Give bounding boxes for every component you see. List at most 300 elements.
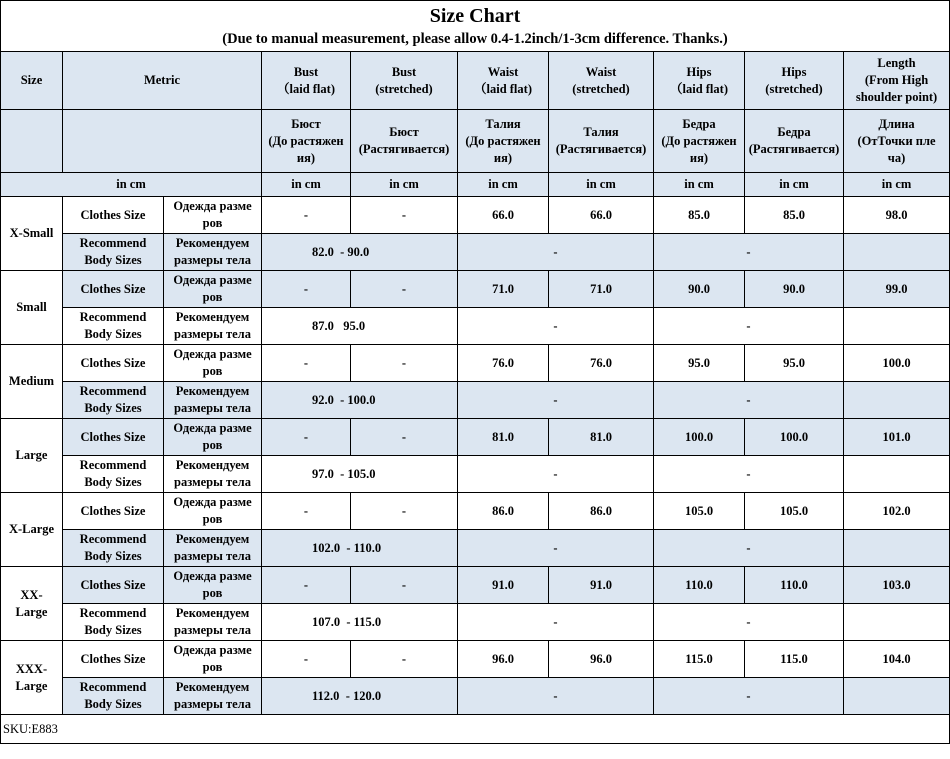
size-name-cell — [1, 493, 63, 567]
recommend-bust-range — [262, 308, 458, 345]
waist-flat-value-text: 71.0 — [492, 281, 514, 296]
dash: - — [401, 651, 407, 666]
unit-cell-metric — [1, 173, 262, 197]
bust-flat-value — [262, 567, 351, 604]
bust-stretched-value — [351, 197, 458, 234]
clothes-ru-line2: ров — [202, 364, 223, 378]
unit-cell — [458, 173, 549, 197]
unit-label: in cm — [488, 177, 518, 191]
dash: - — [746, 540, 751, 555]
ru-hips-flat-line2: (До растяжен — [661, 133, 737, 148]
dash: - — [746, 614, 751, 629]
size-name-cell — [1, 271, 63, 345]
bust-flat-value — [262, 641, 351, 678]
dash: - — [746, 244, 751, 259]
header-length-line1: Length — [877, 56, 916, 70]
dash: - — [303, 207, 309, 222]
hips-flat-value-text: 90.0 — [688, 281, 710, 296]
dash: - — [303, 577, 309, 592]
sku-label: SKU:E883 — [3, 721, 58, 736]
page-title: Size Chart — [429, 5, 521, 27]
waist-stretched-value-text: 91.0 — [590, 577, 612, 592]
clothes-ru-line1: Одежда разме — [173, 569, 252, 583]
clothes-size-text: Clothes Size — [80, 429, 146, 444]
length-value — [844, 493, 950, 530]
hips-stretched-value-text: 95.0 — [783, 355, 805, 370]
table-row — [1, 604, 950, 641]
hips-flat-value-text: 110.0 — [685, 577, 713, 592]
waist-stretched-value-text: 66.0 — [590, 207, 612, 222]
range-to: 105.0 — [347, 466, 376, 481]
range-wrap — [262, 392, 376, 409]
clothes-size-text: Clothes Size — [80, 355, 146, 370]
recommend-ru-line1: Рекомендуем — [175, 606, 250, 620]
range-from: 107.0 — [312, 614, 341, 629]
header-bust-flat-line2: （laid flat) — [277, 81, 335, 96]
recommend-hips — [654, 456, 844, 493]
header-size-label: Size — [20, 73, 43, 87]
recommend-bust-range — [262, 234, 458, 271]
recommend-bust-range — [262, 456, 458, 493]
ru-hips-str-line2: (Растягивается) — [748, 142, 840, 156]
recommend-label-en — [63, 604, 164, 641]
hips-flat-value — [654, 271, 745, 308]
recommend-line1: Recommend — [79, 532, 147, 546]
recommend-bust-range — [262, 530, 458, 567]
recommend-label-ru — [164, 308, 262, 345]
dash: - — [553, 244, 558, 259]
header-waist-flat-line1: Waist — [487, 64, 519, 79]
recommend-line1: Recommend — [79, 606, 147, 620]
clothes-ru-line1: Одежда разме — [173, 495, 252, 509]
header-hips-flat — [654, 52, 745, 110]
recommend-length — [844, 530, 950, 567]
header-length-line2: (From High — [864, 73, 929, 87]
hips-stretched-value-text: 100.0 — [779, 429, 809, 444]
ru-header-bust-stretched — [351, 110, 458, 173]
clothes-size-text: Clothes Size — [80, 651, 146, 666]
recommend-label-en — [63, 308, 164, 345]
dash: - — [553, 318, 558, 333]
bust-flat-value — [262, 197, 351, 234]
recommend-length — [844, 678, 950, 715]
ru-header-empty-metric — [63, 110, 262, 173]
clothes-ru-line2: ров — [202, 512, 223, 526]
waist-stretched-value-text: 96.0 — [590, 651, 612, 666]
dash: - — [303, 429, 309, 444]
ru-hips-str-line1: Бедра — [777, 125, 811, 139]
ru-header-bust-flat — [262, 110, 351, 173]
recommend-label-ru — [164, 456, 262, 493]
range-to: 120.0 — [352, 688, 382, 703]
clothes-size-label-en — [63, 641, 164, 678]
recommend-ru-line2: размеры тела — [174, 697, 251, 711]
recommend-label-ru — [164, 234, 262, 271]
waist-flat-value — [458, 567, 549, 604]
ru-header-hips-stretched — [745, 110, 844, 173]
header-hips-str-line1: Hips — [781, 64, 807, 79]
ru-bust-flat-line2: (До растяжен — [268, 133, 344, 148]
dash: - — [553, 466, 558, 481]
size-name-cell — [1, 419, 63, 493]
table-row — [1, 530, 950, 567]
recommend-ru-line1: Рекомендуем — [175, 458, 250, 472]
recommend-hips — [654, 604, 844, 641]
hips-stretched-value-text: 90.0 — [783, 281, 805, 296]
waist-stretched-value-text: 76.0 — [590, 355, 612, 370]
clothes-size-label-en — [63, 419, 164, 456]
size-name: Large — [15, 448, 48, 462]
hips-flat-value-text: 115.0 — [685, 651, 713, 666]
recommend-label-ru — [164, 604, 262, 641]
recommend-line1: Recommend — [79, 458, 147, 472]
header-hips-flat-line1: Hips — [686, 64, 712, 79]
hips-stretched-value-text: 85.0 — [783, 207, 805, 222]
range-from: 112.0 — [312, 688, 340, 703]
header-bust-flat-line1: Bust — [293, 64, 319, 79]
page-subtitle: (Due to manual measurement, please allow 0.4-1.2inch/1-3cm difference. Thanks.) — [222, 31, 728, 47]
size-name-cell — [1, 197, 63, 271]
length-value-text: 101.0 — [882, 429, 911, 444]
hips-flat-value — [654, 197, 745, 234]
clothes-ru-line1: Одежда разме — [173, 421, 252, 435]
size-name-line2: Large — [15, 604, 48, 619]
clothes-size-text: Clothes Size — [80, 577, 146, 592]
bust-flat-value — [262, 419, 351, 456]
recommend-line2: Body Sizes — [84, 253, 142, 267]
recommend-waist — [458, 604, 654, 641]
clothes-size-label-ru — [164, 345, 262, 382]
hips-flat-value — [654, 419, 745, 456]
waist-stretched-value — [549, 641, 654, 678]
length-value-text: 99.0 — [885, 281, 908, 296]
clothes-size-text: Clothes Size — [80, 281, 146, 296]
size-name-cell — [1, 641, 63, 715]
unit-label: in cm — [389, 177, 419, 191]
unit-label: in cm — [779, 177, 809, 191]
dash: - — [401, 355, 407, 370]
range-separator: - — [340, 392, 345, 407]
ru-waist-flat-line2: (До растяжен — [465, 133, 541, 148]
hips-stretched-value — [745, 271, 844, 308]
recommend-ru-line1: Рекомендуем — [175, 680, 250, 694]
recommend-line2: Body Sizes — [84, 697, 142, 711]
recommend-ru-line2: размеры тела — [174, 549, 251, 563]
range-from: 102.0 — [312, 540, 341, 555]
size-name: X-Large — [8, 522, 55, 536]
dash: - — [746, 688, 751, 703]
recommend-label-en — [63, 234, 164, 271]
dash: - — [553, 392, 558, 407]
range-to: 90.0 — [347, 244, 370, 259]
ru-length-line3: ча) — [887, 150, 906, 165]
waist-flat-value-text: 96.0 — [492, 651, 514, 666]
dash: - — [401, 207, 407, 222]
clothes-size-label-en — [63, 493, 164, 530]
ru-length-line2: (ОтТочки пле — [857, 133, 936, 148]
recommend-hips — [654, 234, 844, 271]
recommend-bust-range — [262, 382, 458, 419]
table-row — [1, 197, 950, 234]
waist-stretched-value-text: 86.0 — [590, 503, 612, 518]
hips-flat-value — [654, 641, 745, 678]
dash: - — [746, 392, 751, 407]
unit-cell — [745, 173, 844, 197]
recommend-hips — [654, 530, 844, 567]
range-separator: - — [340, 466, 345, 481]
recommend-label-ru — [164, 678, 262, 715]
size-name: Small — [16, 300, 47, 314]
dash: - — [303, 281, 309, 296]
bust-flat-value — [262, 271, 351, 308]
dash: - — [553, 540, 558, 555]
clothes-size-label-ru — [164, 197, 262, 234]
unit-cell — [549, 173, 654, 197]
ru-waist-flat-line3: ия) — [493, 150, 513, 165]
length-value-text: 98.0 — [885, 207, 908, 222]
clothes-size-label-en — [63, 345, 164, 382]
bust-stretched-value — [351, 493, 458, 530]
unit-cell — [654, 173, 745, 197]
recommend-label-en — [63, 530, 164, 567]
unit-label: in cm — [586, 177, 616, 191]
clothes-size-label-ru — [164, 567, 262, 604]
clothes-ru-line1: Одежда разме — [173, 347, 252, 361]
recommend-line2: Body Sizes — [84, 475, 142, 489]
table-row — [1, 345, 950, 382]
recommend-label-ru — [164, 382, 262, 419]
waist-flat-value-text: 66.0 — [492, 207, 514, 222]
size-name: XX- — [20, 587, 43, 602]
ru-bust-str-line2: (Растягивается) — [358, 142, 450, 156]
dash: - — [401, 503, 407, 518]
table-row — [1, 456, 950, 493]
recommend-ru-line1: Рекомендуем — [175, 310, 250, 324]
header-hips-stretched — [745, 52, 844, 110]
range-to: 100.0 — [347, 392, 376, 407]
header-length — [844, 52, 950, 110]
hips-flat-value-text: 95.0 — [688, 355, 710, 370]
waist-flat-value-text: 76.0 — [492, 355, 514, 370]
waist-stretched-value — [549, 419, 654, 456]
waist-flat-value-text: 86.0 — [492, 503, 514, 518]
header-waist-flat — [458, 52, 549, 110]
recommend-ru-line2: размеры тела — [174, 253, 251, 267]
length-value-text: 104.0 — [882, 651, 911, 666]
size-name: XXX- — [15, 661, 48, 676]
recommend-waist — [458, 382, 654, 419]
recommend-ru-line1: Рекомендуем — [175, 532, 250, 546]
recommend-ru-line2: размеры тела — [174, 401, 251, 415]
range-wrap — [262, 466, 376, 483]
dash: - — [303, 355, 309, 370]
recommend-waist — [458, 234, 654, 271]
range-from: 82.0 — [312, 244, 334, 259]
unit-label: in cm — [291, 177, 321, 191]
hips-flat-value — [654, 567, 745, 604]
recommend-ru-line1: Рекомендуем — [175, 384, 250, 398]
header-metric — [63, 52, 262, 110]
range-separator: - — [340, 244, 345, 259]
header-size — [1, 52, 63, 110]
ru-header-hips-flat — [654, 110, 745, 173]
clothes-ru-line2: ров — [202, 660, 223, 674]
table-row — [1, 419, 950, 456]
recommend-length — [844, 456, 950, 493]
ru-header-waist-flat — [458, 110, 549, 173]
unit-cell — [844, 173, 950, 197]
table-row — [1, 308, 950, 345]
recommend-ru-line2: размеры тела — [174, 623, 251, 637]
clothes-size-label-ru — [164, 271, 262, 308]
table-row — [1, 382, 950, 419]
recommend-bust-range — [262, 604, 458, 641]
header-waist-stretched — [549, 52, 654, 110]
bust-stretched-value — [351, 567, 458, 604]
hips-stretched-value — [745, 419, 844, 456]
range-wrap — [262, 614, 381, 631]
recommend-label-en — [63, 456, 164, 493]
size-name: Medium — [8, 374, 55, 388]
recommend-line2: Body Sizes — [84, 549, 142, 563]
ru-waist-flat-line1: Талия — [485, 116, 521, 131]
length-value-text: 103.0 — [882, 577, 911, 592]
waist-stretched-value — [549, 567, 654, 604]
recommend-line1: Recommend — [79, 236, 147, 250]
recommend-line2: Body Sizes — [84, 623, 142, 637]
dash: - — [401, 281, 407, 296]
header-hips-str-line2: (stretched) — [765, 81, 823, 96]
size-name-line2: Large — [15, 678, 48, 693]
waist-stretched-value — [549, 197, 654, 234]
clothes-size-label-ru — [164, 419, 262, 456]
ru-bust-str-line1: Бюст — [389, 125, 419, 139]
recommend-bust-range — [262, 678, 458, 715]
length-value-text: 100.0 — [882, 355, 911, 370]
range-separator: - — [346, 540, 351, 555]
table-row — [1, 678, 950, 715]
header-waist-str-line2: (stretched) — [572, 81, 630, 96]
waist-flat-value-text: 81.0 — [492, 429, 514, 444]
recommend-hips — [654, 308, 844, 345]
ru-hips-flat-line1: Бедра — [682, 116, 716, 131]
recommend-waist — [458, 308, 654, 345]
clothes-size-label-en — [63, 271, 164, 308]
recommend-waist — [458, 678, 654, 715]
waist-stretched-value — [549, 271, 654, 308]
dash: - — [401, 429, 407, 444]
waist-stretched-value-text: 71.0 — [590, 281, 612, 296]
ru-header-length — [844, 110, 950, 173]
recommend-length — [844, 234, 950, 271]
recommend-length — [844, 382, 950, 419]
dash: - — [553, 688, 558, 703]
ru-hips-flat-line3: ия) — [689, 150, 709, 165]
header-bust-str-line1: Bust — [391, 64, 417, 79]
waist-stretched-value-text: 81.0 — [590, 429, 612, 444]
table-row — [1, 234, 950, 271]
waist-flat-value — [458, 419, 549, 456]
dash: - — [303, 503, 309, 518]
clothes-ru-line2: ров — [202, 216, 223, 230]
size-name-cell — [1, 567, 63, 641]
bust-flat-value — [262, 345, 351, 382]
header-waist-flat-line2: （laid flat) — [474, 81, 532, 96]
recommend-waist — [458, 456, 654, 493]
recommend-label-en — [63, 678, 164, 715]
table-row — [1, 493, 950, 530]
ru-length-line1: Длина — [878, 116, 915, 131]
hips-flat-value — [654, 493, 745, 530]
recommend-hips — [654, 678, 844, 715]
ru-header-waist-stretched — [549, 110, 654, 173]
clothes-ru-line2: ров — [202, 586, 223, 600]
clothes-size-label-en — [63, 567, 164, 604]
waist-stretched-value — [549, 345, 654, 382]
hips-stretched-value-text: 110.0 — [780, 577, 808, 592]
range-to: 95.0 — [343, 318, 366, 333]
range-wrap — [262, 318, 365, 335]
dash: - — [746, 466, 751, 481]
range-from: 92.0 — [312, 392, 334, 407]
hips-stretched-value — [745, 345, 844, 382]
range-wrap — [262, 540, 381, 557]
ru-waist-str-line2: (Растягивается) — [555, 142, 647, 156]
sku-cell — [1, 715, 950, 744]
range-from: 97.0 — [312, 466, 334, 481]
clothes-ru-line1: Одежда разме — [173, 643, 252, 657]
header-waist-str-line1: Waist — [585, 64, 617, 79]
bust-stretched-value — [351, 419, 458, 456]
clothes-size-label-en — [63, 197, 164, 234]
recommend-line2: Body Sizes — [84, 327, 142, 341]
length-value — [844, 345, 950, 382]
ru-header-empty-size — [1, 110, 63, 173]
waist-flat-value — [458, 197, 549, 234]
recommend-line1: Recommend — [79, 310, 147, 324]
header-bust-str-line2: (stretched) — [375, 81, 433, 96]
ru-bust-flat-line1: Бюст — [291, 116, 321, 131]
length-value-text: 102.0 — [882, 503, 911, 518]
table-row — [1, 567, 950, 604]
recommend-ru-line1: Рекомендуем — [175, 236, 250, 250]
waist-flat-value-text: 91.0 — [492, 577, 514, 592]
recommend-waist — [458, 530, 654, 567]
clothes-ru-line1: Одежда разме — [173, 199, 252, 213]
dash: - — [401, 577, 407, 592]
hips-stretched-value — [745, 493, 844, 530]
table-row — [1, 641, 950, 678]
unit-label: in cm — [116, 177, 146, 191]
table-row — [1, 271, 950, 308]
length-value — [844, 197, 950, 234]
bust-flat-value — [262, 493, 351, 530]
clothes-size-label-ru — [164, 493, 262, 530]
size-name: X-Small — [9, 226, 54, 240]
header-bust-stretched — [351, 52, 458, 110]
range-to: 115.0 — [353, 614, 382, 629]
recommend-line2: Body Sizes — [84, 401, 142, 415]
hips-flat-value-text: 85.0 — [688, 207, 710, 222]
unit-cell — [262, 173, 351, 197]
recommend-hips — [654, 382, 844, 419]
recommend-line1: Recommend — [79, 384, 147, 398]
waist-flat-value — [458, 641, 549, 678]
unit-cell — [351, 173, 458, 197]
waist-flat-value — [458, 271, 549, 308]
waist-flat-value — [458, 493, 549, 530]
hips-flat-value-text: 105.0 — [684, 503, 714, 518]
